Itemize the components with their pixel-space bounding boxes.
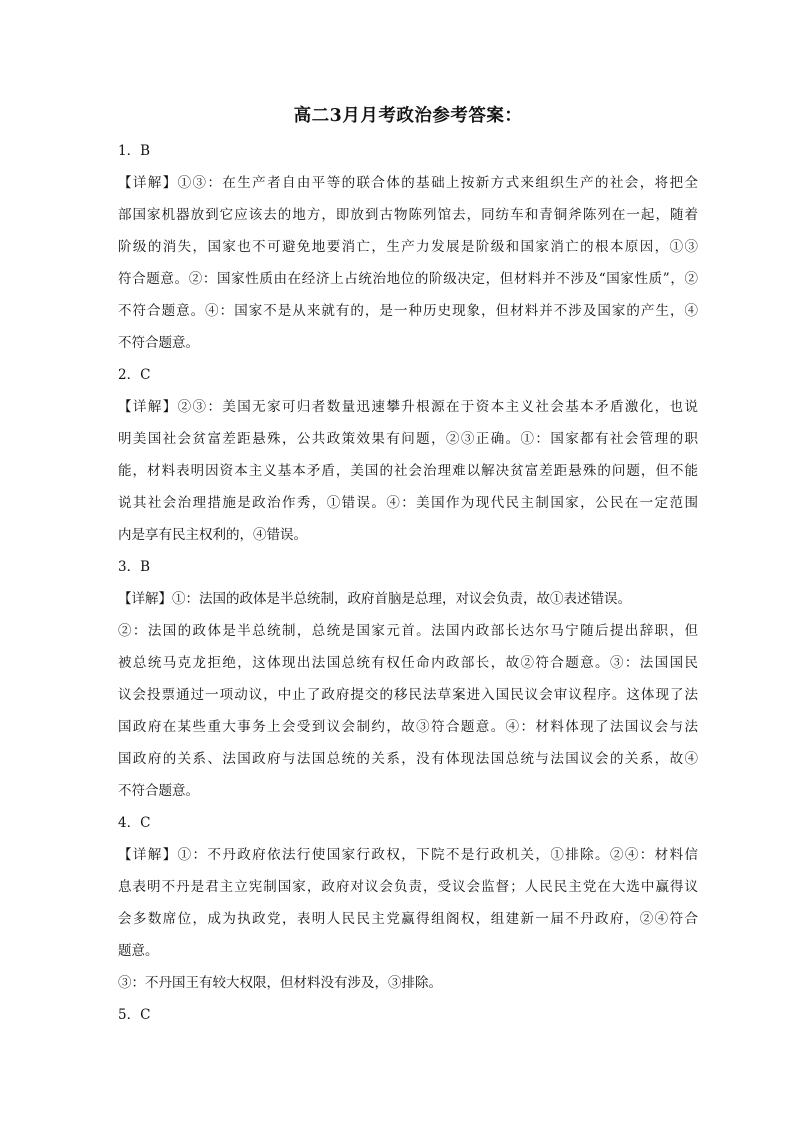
- explanation-line: 说其社会治理措施是政治作秀，①错误。④：美国作为现代民主制国家，公民在一定范围: [118, 495, 698, 511]
- explanation-line: 国政府在某些重大事务上会受到议会制约，故③符合题意。④：材料体现了法国议会与法: [118, 719, 698, 735]
- explanation-line: 不符合题意。: [118, 335, 199, 351]
- explanation-line: 符合题意。②：国家性质由在经济上占统治地位的阶级决定，但材料并不涉及“国家性质”，②: [118, 271, 698, 287]
- answer-number: 1．B: [118, 143, 151, 159]
- explanation-line: 【详解】①：法国的政体是半总统制，政府首脑是总理，对议会负责，故①表述错误。: [118, 591, 631, 607]
- explanation-line: 明美国社会贫富差距悬殊，公共政策效果有问题，②③正确。①：国家都有社会管理的职: [118, 431, 698, 447]
- answer-block-4: [118, 813, 698, 993]
- answer-block-2: [118, 365, 698, 545]
- explanation-line: 题意。: [118, 943, 159, 959]
- explanation-line: 息表明不丹是君主立宪制国家，政府对议会负责，受议会监督；人民民主党在大选中赢得议: [118, 879, 698, 895]
- explanation-line: 国政府的关系、法国政府与法国总统的关系，没有体现法国总统与法国议会的关系，故④: [118, 751, 698, 767]
- answer-number: 5．C: [118, 1007, 151, 1023]
- answer-number: 2．C: [118, 367, 151, 383]
- explanation-line: 被总统马克龙拒绝，这体现出法国总统有权任命内政部长，故②符合题意。③：法国国民: [118, 655, 698, 671]
- explanation-line: 部国家机器放到它应该去的地方，即放到古物陈列馆去，同纺车和青铜斧陈列在一起，随着: [118, 207, 698, 223]
- explanation-line: 不符合题意。④：国家不是从来就有的，是一种历史现象，但材料并不涉及国家的产生，④: [118, 303, 698, 319]
- answer-block-1: [118, 141, 698, 353]
- explanation-line: 【详解】①：不丹政府依法行使国家行政权，下院不是行政机关，①排除。②④：材料信: [118, 847, 698, 863]
- explanation-line: 不符合题意。: [118, 783, 199, 799]
- explanation-line: ②：法国的政体是半总统制，总统是国家元首。法国内政部长达尔马宁随后提出辞职，但: [118, 623, 698, 639]
- explanation-line: 【详解】①③：在生产者自由平等的联合体的基础上按新方式来组织生产的社会，将把全: [118, 175, 698, 191]
- explanation-line: 阶级的消失，国家也不可避免地要消亡，生产力发展是阶级和国家消亡的根本原因，①③: [118, 239, 698, 255]
- answer-block-5: [118, 1005, 698, 1025]
- page-title: 高二3月月考政治参考答案：: [293, 106, 523, 126]
- explanation-line: 会多数席位，成为执政党，表明人民民主党赢得组阁权，组建新一届不丹政府，②④符合: [118, 911, 698, 927]
- explanation-line: 【详解】②③：美国无家可归者数量迅速攀升根源在于资本主义社会基本矛盾激化，也说: [118, 399, 698, 415]
- explanation-line: 能，材料表明因资本主义基本矛盾，美国的社会治理难以解决贫富差距悬殊的问题，但不能: [118, 463, 698, 479]
- answer-number: 3．B: [118, 559, 151, 575]
- explanation-line: 议会投票通过一项动议，中止了政府提交的移民法草案进入国民议会审议程序。这体现了法: [118, 687, 698, 703]
- answer-number: 4．C: [118, 815, 151, 831]
- answer-block-3: [118, 557, 698, 801]
- explanation-line: 内是享有民主权利的，④错误。: [118, 527, 307, 543]
- explanation-line: ③：不丹国王有较大权限，但材料没有涉及，③排除。: [118, 975, 442, 991]
